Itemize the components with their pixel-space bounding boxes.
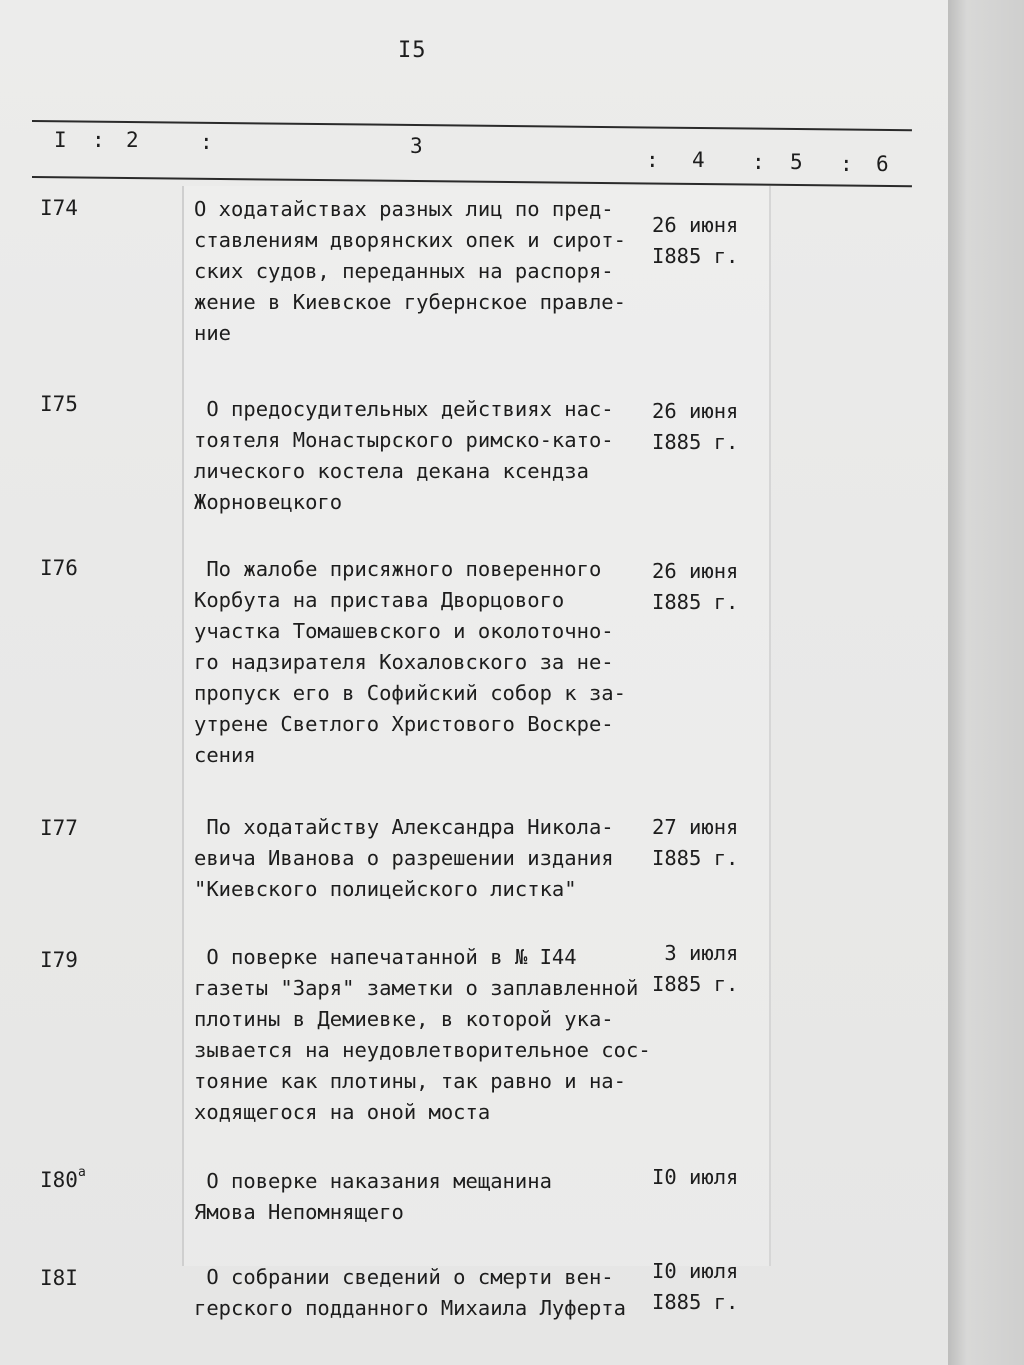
description-line: ние: [194, 321, 232, 345]
description-line: ставлениям дворянских опек и сирот-: [194, 228, 626, 252]
row-date: [652, 556, 738, 618]
description-line: Жорновецкого: [194, 490, 343, 514]
row-date: [652, 210, 738, 272]
description-line: участка Томашевского и околоточно-: [194, 619, 614, 643]
description-line: "Киевского полицейского листка": [194, 877, 577, 901]
date-line: 26 июня: [652, 559, 739, 583]
date-line: I885 г.: [652, 972, 739, 996]
row-description: [194, 554, 664, 771]
row-number-superscript: а: [77, 1165, 86, 1180]
row-number: I79: [40, 948, 78, 972]
description-line: Ямова Непомнящего: [194, 1200, 404, 1224]
description-line: утрене Светлого Христового Воскре-: [194, 712, 614, 736]
date-line: I0 июля: [652, 1165, 739, 1189]
description-line: евича Иванова о разрешении издания: [194, 846, 614, 870]
date-line: 26 июня: [652, 399, 739, 423]
date-line: 26 июня: [652, 213, 739, 237]
header-col-6: 6: [876, 152, 889, 176]
date-line: I885 г.: [652, 846, 739, 870]
date-line: I885 г.: [652, 430, 739, 454]
header-col-2: 2: [126, 128, 139, 152]
description-line: О ходатайствах разных лиц по пред-: [194, 197, 614, 221]
description-line: лического костела декана ксендза: [194, 459, 589, 483]
description-line: тояние как плотины, так равно и на-: [194, 1069, 626, 1093]
description-line: сения: [194, 743, 256, 767]
description-line: газеты "Заря" заметки о заплавленной: [194, 976, 639, 1000]
date-line: 27 июня: [652, 815, 739, 839]
description-line: зывается на неудовлетворительное сос-: [194, 1038, 651, 1062]
row-description: [194, 394, 664, 518]
row-date: [652, 1162, 738, 1193]
description-line: пропуск его в Софийский собор к за-: [194, 681, 626, 705]
date-line: I885 г.: [652, 244, 739, 268]
date-line: 3 июля: [652, 941, 739, 965]
page-number: I5: [398, 38, 427, 63]
description-line: го надзирателя Кохаловского за не-: [194, 650, 614, 674]
row-description: [194, 194, 664, 349]
date-line: I885 г.: [652, 590, 739, 614]
row-date: [652, 938, 738, 1000]
description-line: По жалобе присяжного поверенного: [194, 557, 602, 581]
header-separator-1: :: [92, 128, 105, 152]
row-number: [40, 1165, 86, 1192]
header-col-1: I: [54, 128, 67, 152]
description-line: жение в Киевское губернское правле-: [194, 290, 626, 314]
row-number: I75: [40, 392, 78, 416]
row-description: [194, 812, 664, 905]
header-separator-5: :: [840, 152, 853, 176]
row-date: [652, 1256, 738, 1318]
description-line: герского подданного Михаила Луферта: [194, 1296, 626, 1320]
row-description: [194, 1166, 664, 1228]
date-line: I0 июля: [652, 1259, 739, 1283]
row-number: I76: [40, 556, 78, 580]
row-description: [194, 1262, 664, 1324]
description-line: ходящегося на оной моста: [194, 1100, 491, 1124]
description-line: О поверке напечатанной в № I44: [194, 945, 577, 969]
description-line: О предосудительных действиях нас-: [194, 397, 614, 421]
row-number-main: I80: [40, 1168, 78, 1192]
row-date: [652, 396, 738, 458]
row-description: [194, 942, 664, 1128]
next-page-edge: [948, 0, 1024, 1365]
description-line: О поверке наказания мещанина: [194, 1169, 552, 1193]
date-line: I885 г.: [652, 1290, 739, 1314]
header-top-rule: [32, 120, 912, 131]
row-number: I77: [40, 816, 78, 840]
header-separator-2: :: [200, 130, 213, 154]
row-number: I8I: [40, 1266, 78, 1290]
description-line: тоятеля Монастырского римско-като-: [194, 428, 614, 452]
row-date: [652, 812, 738, 874]
header-col-5: 5: [790, 150, 803, 174]
header-separator-3: :: [646, 148, 659, 172]
header-separator-4: :: [752, 150, 765, 174]
description-line: О собрании сведений о смерти вен-: [194, 1265, 614, 1289]
header-col-4: 4: [692, 148, 705, 172]
description-line: плотины в Демиевке, в которой ука-: [194, 1007, 614, 1031]
description-line: ских судов, переданных на распоря-: [194, 259, 614, 283]
description-line: Корбута на пристава Дворцового: [194, 588, 565, 612]
header-col-3: 3: [410, 134, 423, 158]
row-number: I74: [40, 196, 78, 220]
description-line: По ходатайству Александра Никола-: [194, 815, 614, 839]
